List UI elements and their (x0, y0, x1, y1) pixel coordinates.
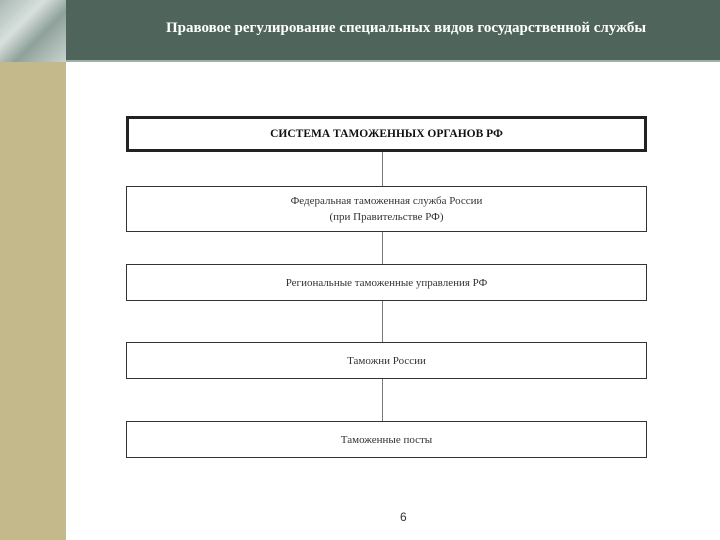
root-box-label: СИСТЕМА ТАМОЖЕННЫХ ОРГАНОВ РФ (270, 128, 503, 140)
level-4-label: Таможенные посты (340, 433, 433, 446)
page-number: 6 (400, 510, 407, 524)
connector-line (382, 301, 383, 342)
level-3-label: Таможни России (347, 354, 426, 367)
connector-line (382, 232, 383, 264)
level-2-label: Региональные таможенные управления РФ (285, 276, 488, 289)
connector-line (382, 379, 383, 421)
level-1-box (126, 186, 647, 232)
level-4-box (126, 421, 647, 458)
level-1-label-line2: (при Правительстве РФ) (329, 211, 444, 223)
root-box (126, 116, 647, 152)
level-2-box (126, 264, 647, 301)
level-3-box (126, 342, 647, 379)
connector-line (382, 152, 383, 186)
level-1-label-line1: Федеральная таможенная служба России (290, 195, 483, 207)
slide-title: Правовое регулирование специальных видов государственной службы (166, 20, 647, 36)
